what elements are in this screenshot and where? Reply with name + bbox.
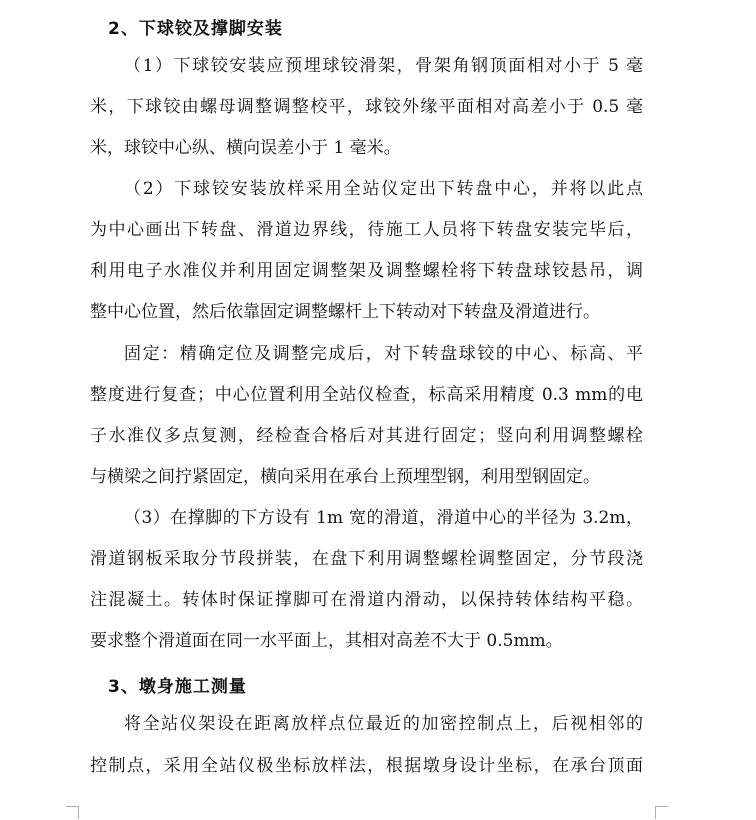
paragraph-line: 与横梁之间拧紧固定，横向采用在承台上预埋型钢，利用型钢固定。 [90, 467, 600, 487]
paragraph-line: （1）下球铰安装应预埋球铰滑架，骨架角钢顶面相对小于 5 毫 [124, 56, 643, 76]
section-2-heading: 2、下球铰及撑脚安装 [108, 19, 283, 39]
page-corner-marker-left [66, 806, 79, 819]
paragraph-line: （3）在撑脚的下方设有 1m 宽的滑道，滑道中心的半径为 3.2m， [124, 508, 643, 528]
paragraph-line: 米，球铰中心纵、横向误差小于 1 毫米。 [90, 138, 401, 158]
paragraph-line: （2）下球铰安装放样采用全站仪定出下转盘中心，并将以此点 [124, 179, 643, 199]
paragraph-line: 利用电子水准仪并利用固定调整架及调整螺栓将下转盘球铰悬吊，调 [90, 261, 643, 281]
paragraph-line: 米，下球铰由螺母调整调整校平，球铰外缘平面相对高差小于 0.5 毫 [90, 97, 643, 117]
paragraph-line: 将全站仪架设在距离放样点位最近的加密控制点上，后视相邻的 [124, 714, 643, 734]
paragraph-line: 整度进行复查；中心位置利用全站仪检查，标高采用精度 0.3 mm的电 [90, 385, 643, 405]
paragraph-line: 控制点，采用全站仪极坐标放样法，根据墩身设计坐标，在承台顶面 [90, 756, 643, 776]
page-corner-marker-right [655, 806, 668, 819]
paragraph-line: 注混凝土。转体时保证撑脚可在滑道内滑动，以保持转体结构平稳。 [90, 590, 643, 610]
paragraph-line: 滑道钢板采取分节段拼装，在盘下利用调整螺栓调整固定，分节段浇 [90, 549, 643, 569]
paragraph-line: 子水准仪多点复测，经检查合格后对其进行固定；竖向利用调整螺栓 [90, 426, 643, 446]
section-3-heading: 3、墩身施工测量 [108, 677, 247, 697]
paragraph-line: 固定：精确定位及调整完成后，对下转盘球铰的中心、标高、平 [124, 344, 643, 364]
paragraph-line: 为中心画出下转盘、滑道边界线，待施工人员将下转盘安装完毕后， [90, 220, 643, 240]
paragraph-line: 整中心位置，然后依靠固定调整螺杆上下转动对下转盘及滑道进行。 [90, 302, 600, 322]
paragraph-line: 要求整个滑道面在同一水平面上，其相对高差不大于 0.5mm。 [90, 631, 563, 651]
